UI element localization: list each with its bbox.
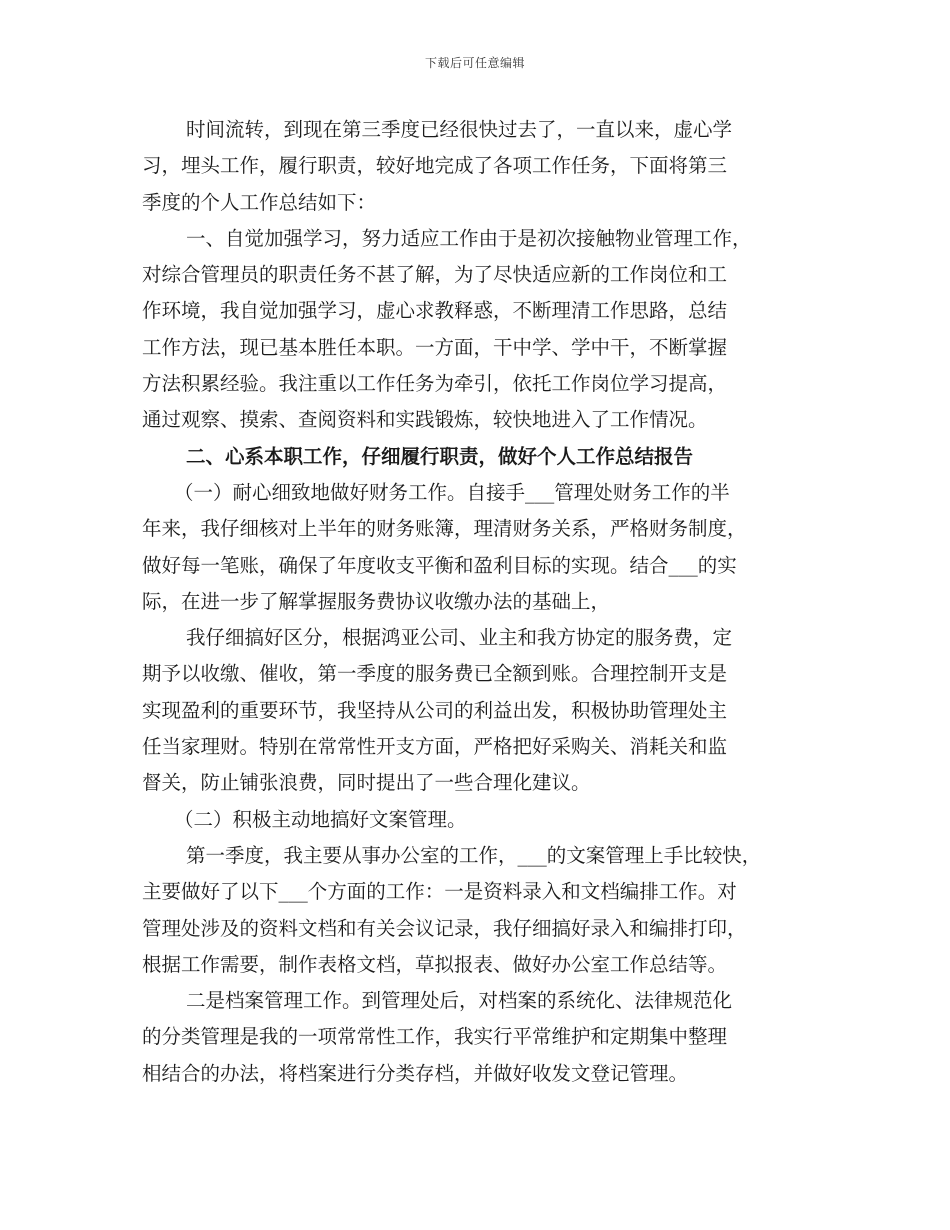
text-line: （一）耐心细致地做好财务工作。自接手___管理处财务工作的半	[174, 480, 730, 504]
page-header: 下载后可任意编辑	[424, 56, 525, 70]
text-line: 做好每一笔账，确保了年度收支平衡和盈利目标的实现。结合___的实	[142, 553, 737, 577]
subsection-heading: （二）积极主动地搞好文案管理。	[174, 807, 467, 831]
text-line: 二是档案管理工作。到管理处后，对档案的系统化、法律规范化	[186, 989, 733, 1013]
text-line: 通过观察、摸索、查阅资料和实践锻炼，较快地进入了工作情况。	[142, 408, 708, 432]
section-heading: 二、心系本职工作，仔细履行职责，做好个人工作总结报告	[186, 444, 694, 468]
text-line: 工作方法，现已基本胜任本职。一方面，干中学、学中干，不断掌握	[142, 335, 728, 359]
text-line: 实现盈利的重要环节，我坚持从公司的利益出发，积极协助管理处主	[142, 698, 728, 722]
text-line: 对综合管理员的职责任务不甚了解，为了尽快适应新的工作岗位和工	[142, 263, 728, 287]
text-line: 期予以收缴、催收，第一季度的服务费已全额到账。合理控制开支是	[142, 662, 728, 686]
text-line: 根据工作需要，制作表格文档，草拟报表、做好办公室工作总结等。	[142, 952, 728, 976]
text-line: 相结合的办法，将档案进行分类存档，并做好收发文登记管理。	[142, 1061, 689, 1085]
text-line: 年来，我仔细核对上半年的财务账簿，理清财务关系，严格财务制度，	[142, 517, 747, 541]
text-line: 方法积累经验。我注重以工作任务为牵引，依托工作岗位学习提高，	[142, 372, 728, 396]
text-line: 习，埋头工作，履行职责，较好地完成了各项工作任务，下面将第三	[142, 154, 728, 178]
text-line: 际，在进一步了解掌握服务费协议收缴办法的基础上，	[142, 589, 611, 613]
text-line: 作环境，我自觉加强学习，虚心求教释惑，不断理清工作思路，总结	[142, 299, 728, 323]
text-line: 我仔细搞好区分，根据鸿亚公司、业主和我方协定的服务费，定	[186, 626, 733, 650]
text-line: 季度的个人工作总结如下：	[142, 190, 377, 214]
text-line: 时间流转，到现在第三季度已经很快过去了，一直以来，虚心学	[186, 118, 733, 141]
text-line: 一、自觉加强学习，努力适应工作由于是初次接触物业管理工作，	[186, 226, 752, 250]
text-line: 督关，防止铺张浪费，同时提出了一些合理化建议。	[142, 771, 591, 795]
text-line: 主要做好了以下___个方面的工作：一是资料录入和文档编排工作。对	[142, 880, 737, 904]
document-body	[142, 112, 822, 1092]
text-line: 第一季度，我主要从事办公室的工作，___的文案管理上手比较快，	[186, 843, 762, 867]
text-line: 的分类管理是我的一项常常性工作，我实行平常维护和定期集中整理	[142, 1025, 728, 1049]
text-line: 管理处涉及的资料文档和有关会议记录，我仔细搞好录入和编排打印，	[142, 916, 747, 940]
text-line: 任当家理财。特别在常常性开支方面，严格把好采购关、消耗关和监	[142, 735, 728, 759]
